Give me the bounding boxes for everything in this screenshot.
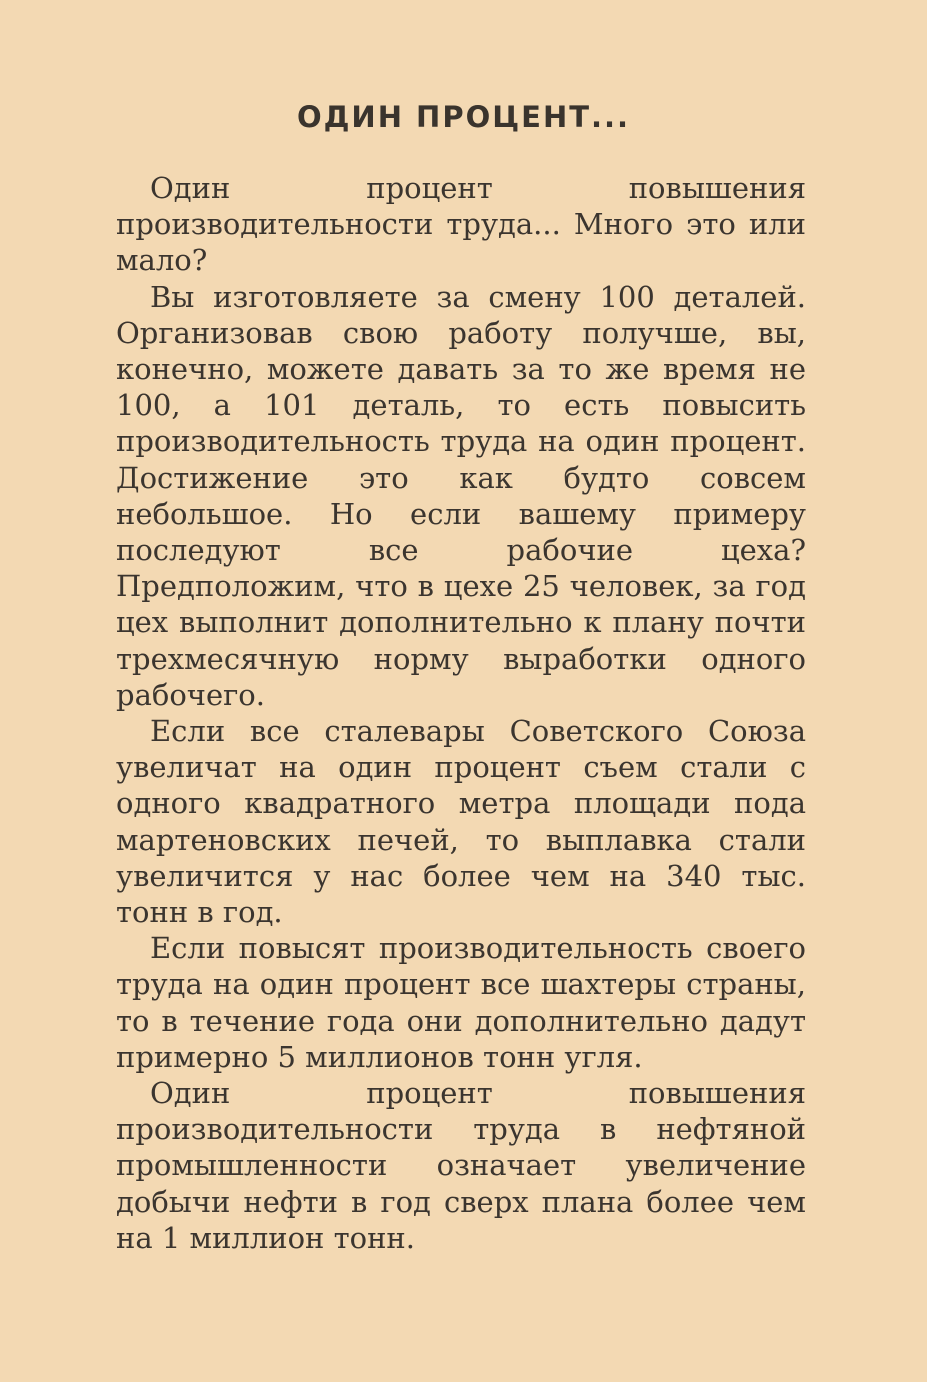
paragraph-4: Если повысят производительность своего труда на один процент все шахтеры страны, то в течение года они дополнительно дадут примерно 5 миллионов тонн угля.: [116, 931, 806, 1074]
paragraph-5: Один процент повышения производительности труда в нефтяной промышленности означает увеличение добычи нефти в год сверх плана более чем на 1 миллион тонн.: [116, 1076, 806, 1255]
page-title: ОДИН ПРОЦЕНТ...: [296, 100, 631, 134]
body-text: [116, 170, 806, 1256]
paragraph-1: Один процент повышения производительности труда... Много это или мало?: [116, 171, 806, 278]
paragraph-3: Если все сталевары Советского Союза увеличат на один процент съем стали с одного квадратного метра площади пода мартеновских печей, то выплавка стали увеличится у нас более чем на 340 тыс. тонн в год.: [116, 714, 806, 930]
paragraph-2: Вы изготовляете за смену 100 деталей. Организовав свою работу получше, вы, конечно, можете давать за то же время не 100, а 101 деталь, то есть повысить производительность труда на один процент. Достижение это как будто совсем небольшое. Но если вашему примеру последуют все рабочие цеха? Предположим, что в цехе 25 человек, за год цех выполнит дополнительно к плану почти трехмесячную норму выработки одного рабочего.: [116, 279, 806, 712]
